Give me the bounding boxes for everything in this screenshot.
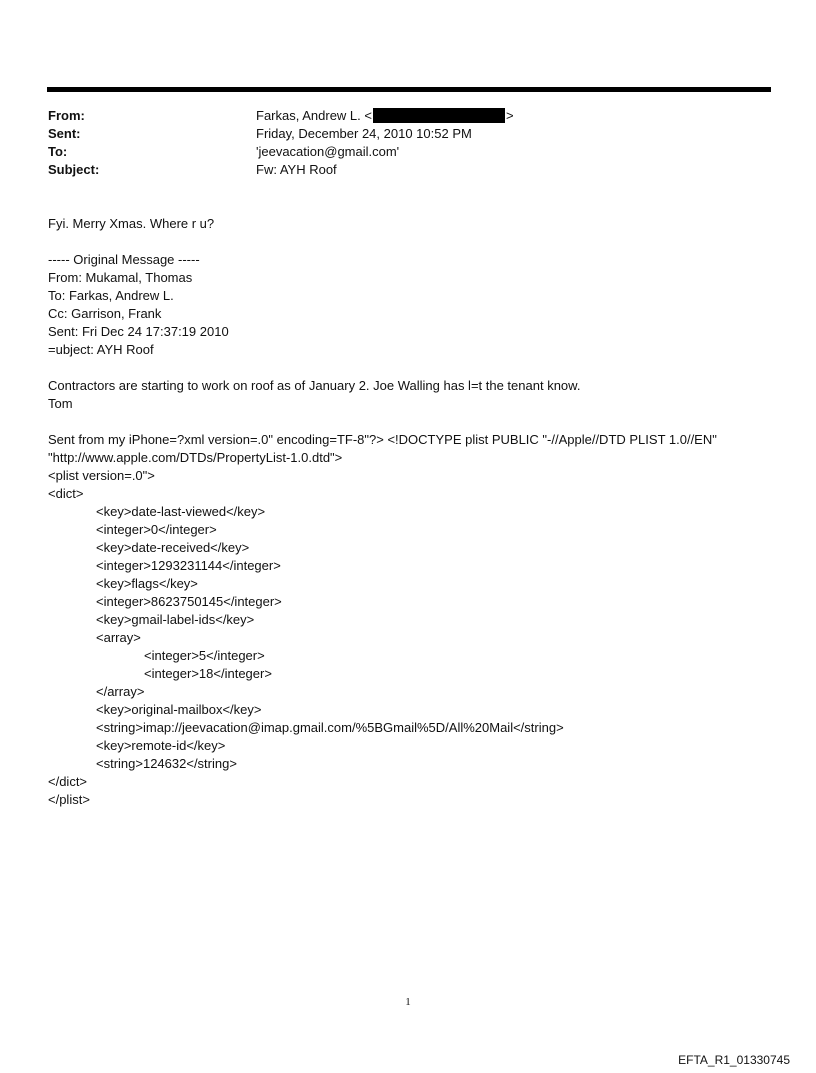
document-id: EFTA_R1_01330745 (678, 1053, 790, 1067)
redaction-bar (373, 108, 505, 123)
orig-from: From: Mukamal, Thomas (48, 270, 193, 285)
value-flags: <integer>8623750145</integer> (96, 594, 282, 609)
value-remote-id: <string>124632</string> (96, 756, 237, 771)
key-date-last-viewed: <key>date-last-viewed</key> (96, 504, 266, 519)
dtd-url-line: "http://www.apple.com/DTDs/PropertyList-1.0.dtd"> (48, 450, 343, 465)
signoff: Tom (48, 396, 73, 411)
greeting: Fyi. Merry Xmas. Where r u? (48, 216, 215, 231)
value-label-1: <integer>5</integer> (144, 648, 265, 663)
orig-cc: Cc: Garrison, Frank (48, 306, 162, 321)
sent-from-line: Sent from my iPhone=?xml version=.0" encoding=TF-8"?> <!DOCTYPE plist PUBLIC "-//Apple//DTD PLIST 1.0//EN" (48, 432, 717, 447)
array-open: <array> (96, 630, 141, 645)
to-label: To: (48, 144, 68, 159)
orig-to: To: Farkas, Andrew L. (48, 288, 174, 303)
original-message-marker: ----- Original Message ----- (48, 252, 200, 267)
key-remote-id: <key>remote-id</key> (96, 738, 226, 753)
from-name: Farkas, Andrew L. (256, 108, 361, 123)
message-text: Contractors are starting to work on roof as of January 2. Joe Walling has l=t the tenant know. (48, 378, 581, 393)
from-value: Farkas, Andrew L. < > (256, 108, 514, 123)
sent-value: Friday, December 24, 2010 10:52 PM (256, 126, 472, 141)
value-date-last-viewed: <integer>0</integer> (96, 522, 217, 537)
from-label: From: (48, 108, 85, 123)
dict-close: </dict> (48, 774, 88, 789)
orig-subject: =ubject: AYH Roof (48, 342, 154, 357)
dict-open: <dict> (48, 486, 84, 501)
key-gmail-label-ids: <key>gmail-label-ids</key> (96, 612, 255, 627)
plist-close: </plist> (48, 792, 90, 807)
key-date-received: <key>date-received</key> (96, 540, 250, 555)
key-original-mailbox: <key>original-mailbox</key> (96, 702, 262, 717)
sent-label: Sent: (48, 126, 81, 141)
plist-open: <plist version=.0"> (48, 468, 155, 483)
email-body (48, 215, 768, 809)
orig-sent: Sent: Fri Dec 24 17:37:19 2010 (48, 324, 229, 339)
array-close: </array> (96, 684, 145, 699)
value-label-2: <integer>18</integer> (144, 666, 272, 681)
header-rule (47, 87, 771, 92)
key-flags: <key>flags</key> (96, 576, 198, 591)
subject-value: Fw: AYH Roof (256, 162, 337, 177)
value-original-mailbox: <string>imap://jeevacation@imap.gmail.com/%5BGmail%5D/All%20Mail</string> (96, 720, 564, 735)
value-date-received: <integer>1293231144</integer> (96, 558, 281, 573)
subject-label: Subject: (48, 162, 100, 177)
page-number: 1 (405, 996, 411, 1008)
to-value: 'jeevacation@gmail.com' (256, 144, 400, 159)
